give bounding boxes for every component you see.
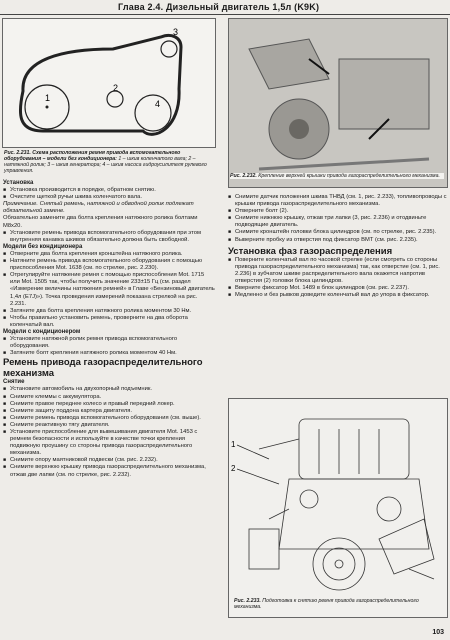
list-item: ■ Чтобы правильно установить ремень, проверните на два оборота коленчатый вал. <box>3 315 215 329</box>
tensioner-roller <box>107 91 123 107</box>
label-2: 2 <box>231 464 236 473</box>
list-item: ■ Поверните коленчатый вал по часовой стрелке (если смотреть со стороны привода газораспределительного механизма) так, как отверстие (см. 1, рис. 2.236) в зубчатом шкиве распределительного вала окажется напротив отверстия (2) головки блока цилиндров. <box>228 257 447 285</box>
list-item: ■ Натяните ремень привода вспомогательного оборудования с помощью приспособления Mot. 1638 (см. по стрелке, рис. 2.230). <box>3 258 215 272</box>
figure-2-232 <box>228 18 448 188</box>
list-item: ■ Снимите нижнюю крышку, отжав три лапки (3, рис. 2.236) и отодвиньте подводящие двигатель. <box>228 215 447 229</box>
list-item: ■ Отрегулируйте натяжение ремня с помощью приспособления Mot. 1715 или Mot. 1505 так, чтобы получить значение 233±15 Гц (см. раздел «Измерение величины натяжения ремней» в Главе «Бензиновый двигатель 1,4л (E7J)»). Точка проведения измерений показана стрелкой на рис. 2.231. <box>3 272 215 307</box>
caption-text: Крепление верхней крышки привода газораспределительного механизма. <box>258 173 440 179</box>
right-text <box>228 194 447 299</box>
figure-2-231 <box>2 18 216 148</box>
note: Примечание. Снятый ремень, натяжной и обводной ролик подлежат обязательной замене. <box>3 201 194 215</box>
list-item: ■ Установите автомобиль на двухопорный подъемник. <box>3 386 215 393</box>
section-heading-valve-timing: Установка фаз газораспределения <box>228 245 393 257</box>
label-1: 1 <box>231 440 236 449</box>
list-item: ■ Снимите реактивную тягу двигателя. <box>3 422 215 429</box>
list-item: ■ Снимите датчик положения шкива ТНВД (см. 1, рис. 2.233), топливопроводы с крышки привода газораспределительного механизма. <box>228 194 447 208</box>
section-heading-timing-belt: Ремень привода газораспределительного механизма <box>3 357 203 380</box>
list-item: ■ Снимите правое переднее колесо и правый передний локер. <box>3 401 215 408</box>
alternator-pulley <box>161 41 177 57</box>
chapter-title: Глава 2.4. Дизельный двигатель 1,5л (K9K) <box>118 2 320 12</box>
belt-diagram <box>3 19 215 147</box>
label-3: 3 <box>173 27 179 37</box>
list-item: ■ Установите приспособление для вывешивания двигателя Mot. 1453 с ремнем безопасности и используйте в качестве точки крепления подвижную проушину со стороны привода газораспределительного механизма. <box>3 429 215 457</box>
label-4: 4 <box>155 99 161 109</box>
caption-bold: Рис. 2.232. <box>230 173 257 179</box>
list-item: ■ Снимите опору маятниковой подвески (см. рис. 2.232). <box>3 457 215 464</box>
subheading-removal: Снятие <box>3 379 25 386</box>
list-item: ■ Установка производится в порядке, обратном снятию. <box>3 187 215 194</box>
list-item: ■ Снимите защиту поддона картера двигателя. <box>3 408 215 415</box>
list-item: ■ Затяните болт крепления натяжного ролика моментом 40 Нм. <box>3 350 215 357</box>
list-item: ■ Отверните болт (2). <box>228 208 447 215</box>
caption-2-231 <box>4 150 214 174</box>
list-item: ■ Установите натяжной ролик ремня привода вспомогательного оборудования. <box>3 336 215 350</box>
list-item: ■ Выверните пробку из отверстия под фиксатор ВМТ (см. рис. 2.235). <box>228 237 447 244</box>
list-item: ■ Снимите клеммы с аккумулятора. <box>3 394 215 401</box>
list-item: ■ Установите ремень привода вспомогательного оборудования при этом внутренняя канавка шкивов обязательно должна быть свободной. <box>3 230 215 244</box>
engine-photo-top <box>229 19 447 187</box>
label-1: 1 <box>45 93 51 103</box>
list-item: ■ Отверните два болта крепления кронштейна натяжного ролика. <box>3 251 215 258</box>
caption-bold: Рис. 2.231. Схема расположения ремня привода вспомогательного оборудования – модели без кондиционера: <box>4 150 181 162</box>
subheading-no-ac: Модели без кондиционера <box>3 243 83 250</box>
figure-2-233 <box>228 398 448 618</box>
engine-drawing <box>229 399 447 617</box>
list-item: ■ Снимите ремень привода вспомогательного оборудования (см. выше). <box>3 415 215 422</box>
list-item: ■ Медленно и без рывков доведите коленчатый вал до упора в фиксатор. <box>228 292 447 299</box>
note: Обязательно замените два болта крепления натяжного ролика болтами M8x20. <box>3 215 198 229</box>
left-text <box>3 180 215 479</box>
list-item: ■ Очистите щеткой ручьи шкива коленчатого вала. <box>3 194 215 201</box>
caption-text: Подготовка к снятию ремня привода газораспределительного механизма. <box>234 598 419 610</box>
subheading-ac: Модели с кондиционером <box>3 328 81 335</box>
label-2: 2 <box>113 83 119 93</box>
pump-pulley <box>135 95 171 131</box>
list-item: ■ Затяните два болта крепления натяжного ролика моментом 30 Нм. <box>3 308 215 315</box>
caption-2-233 <box>234 598 442 610</box>
list-item: ■ Снимите кронштейн головки блока цилиндров (см. по стрелке, рис. 2.235). <box>228 229 447 236</box>
caption-bold: Рис. 2.233. <box>234 598 261 604</box>
caption-2-232 <box>230 173 444 179</box>
caption-text: 1 – шкив коленчатого вала; 2 – натяжной ролик; 3 – шкив генератора; 4 – шкив насоса гидроусилителя рулевого управления. <box>4 156 207 174</box>
page-number: 103 <box>432 629 444 636</box>
list-item: ■ Снимите верхнюю крышку привода газораспределительного механизма, отжав две лапки (см. по стрелке, рис. 2.232). <box>3 464 215 478</box>
subheading-install: Установка <box>3 180 34 186</box>
page-header <box>0 0 450 15</box>
list-item: ■ Вверните фиксатор Mot. 1489 в блок цилиндров (см. рис. 2.237). <box>228 285 447 292</box>
